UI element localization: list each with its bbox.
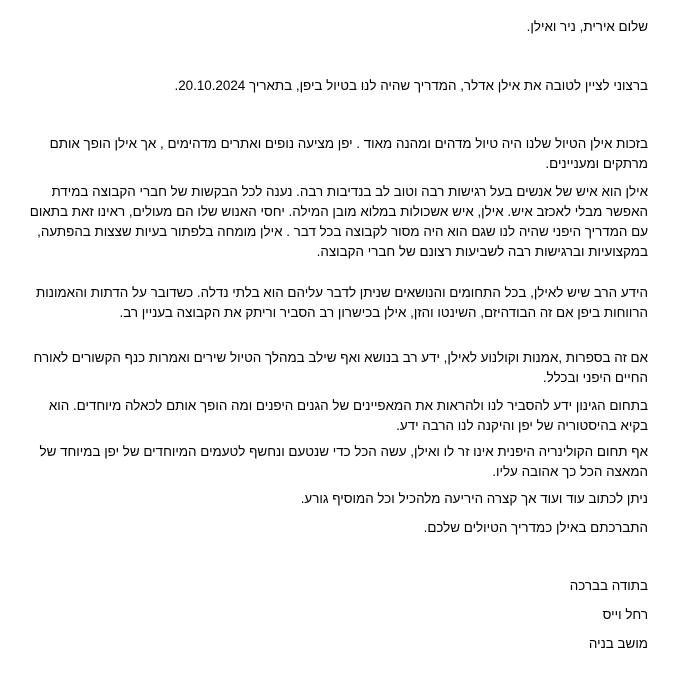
letter-paragraph: ניתן לכתוב עוד ועוד אך קצרה היריעה מלהכיל וכל המוסיף גורע. [300, 491, 648, 506]
signature-place: מושב בניה [588, 636, 648, 651]
letter-paragraph: הידע הרב שיש לאילן, בכל התחומים והנושאים שניתן לדבר עליהם הוא בלתי נדלה. כשדובר על הדתות והאמונות הרווחות ביפן אם זה הבודהיזם, השינטו והזן, אילן בכישרון רב הסביר וריתק את הקבוצה בעניין רב. [36, 285, 648, 320]
letter-paragraph: בזכות אילן הטיול שלנו היה טיול מדהים ומהנה מאוד . יפן מציעה נופים ואתרים מדהימים , אך אילן הופך אותם מרתקים ומעניינים. [49, 136, 648, 171]
letter-intro: ברצוני לציין לטובה את אילן אדלר, המדריך שהיה לנו בטיול ביפן, בתאריך 20.10.2024. [174, 78, 648, 93]
letter-paragraph: התברכתם באילן כמדריך הטיולים שלכם. [423, 520, 648, 535]
letter-paragraph: בתחום הגינון ידע להסביר לנו ולהראות את המאפיינים של הגנים היפנים ומה הופך אותם לכאלה מיוחדים. הוא בקיא בהיסטוריה של יפן והיקנה לנו הרבה ידע. [48, 398, 648, 433]
letter-closing: בתודה בברכה [569, 578, 648, 593]
signature-name: רחל וייס [602, 607, 648, 622]
letter-paragraph: אם זה בספרות ,אמנות וקולנוע לאילן, ידע רב בנושא ואף שילב במהלך הטיול שירים ואמרות כנף הקשורים לאורח החיים היפני ובכלל. [33, 350, 648, 385]
letter-paragraph: אילן הוא איש של אנשים בעל רגישות רבה וטוב לב בנדיבות רבה. נענה לכל הבקשות של חברי הקבוצה במידת האפשר מבלי לאכזב איש. אילן, איש אשכולות במלוא מובן המילה. יחסי האנוש שלו הם מעולים, ראינו זאת בתאום עם המדריך היפני שהיה לנו שגם הוא היה מסור לקבוצה בכל דבר . אילן מומחה בלפתור בעיות שצצות בהפתעה, במקצועיות וברגישות רבה לשביעות רצונם של חברי הקבוצה. [29, 184, 648, 259]
letter-paragraph: אף תחום הקולינריה היפנית אינו זר לו ואילן, עשה הכל כדי שנטעם ונחשף לטעמים המיוחדים של יפן במיוחד של המאצה הכל כך אהובה עליו. [39, 444, 648, 479]
letter-greeting: שלום אירית, ניר ואילן. [526, 19, 648, 34]
